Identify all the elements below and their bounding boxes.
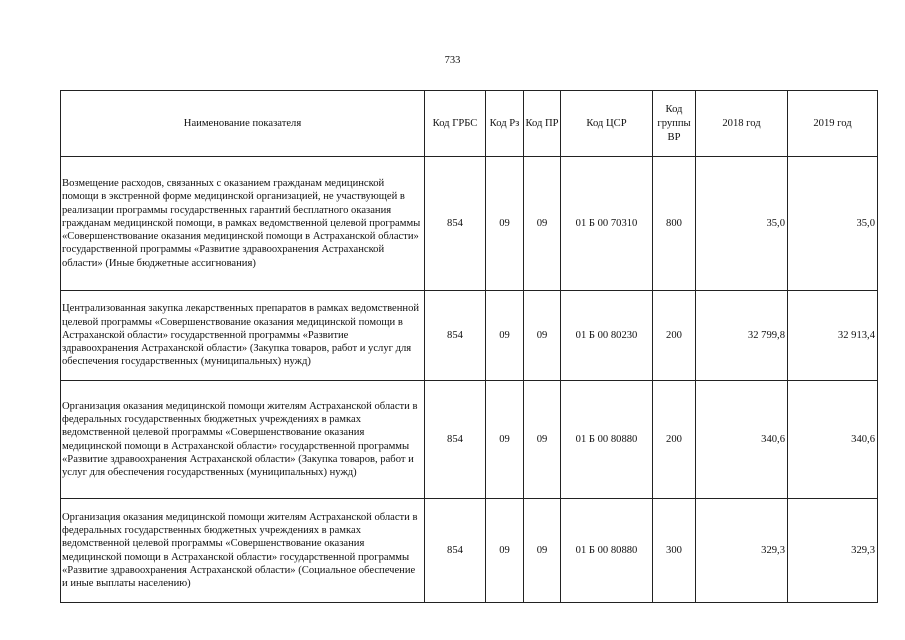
table-row (61, 291, 878, 381)
table-row (61, 499, 878, 603)
row-rz: 09 (486, 291, 524, 381)
header-name: Наименование показателя (61, 91, 425, 157)
table-header-row (61, 91, 878, 157)
row-name: Централизованная закупка лекарственных препаратов в рамках ведомственной целевой программы «Совершенствование оказания медицинской помощи в Астраханской области» государственной программы «Развитие здравоохранения Астраханской области» (Закупка товаров, работ и услуг для обеспечения государственных (муниципальных) нужд) (61, 291, 425, 381)
page-number: 733 (444, 55, 461, 66)
row-2018: 340,6 (696, 381, 788, 499)
budget-table (60, 90, 878, 603)
row-csr: 01 Б 00 70310 (561, 157, 653, 291)
row-2019: 340,6 (788, 381, 878, 499)
header-csr: Код ЦСР (561, 91, 653, 157)
row-grbs: 854 (425, 499, 486, 603)
row-pr: 09 (524, 381, 561, 499)
row-pr: 09 (524, 499, 561, 603)
row-csr: 01 Б 00 80880 (561, 499, 653, 603)
row-grbs: 854 (425, 381, 486, 499)
table-row (61, 157, 878, 291)
header-grbs: Код ГРБС (425, 91, 486, 157)
header-2018: 2018 год (696, 91, 788, 157)
row-csr: 01 Б 00 80230 (561, 291, 653, 381)
header-rz: Код Рз (486, 91, 524, 157)
row-name: Возмещение расходов, связанных с оказанием гражданам медицинской помощи в экстренной форме медицинской организацией, не участвующей в реализации программы государственных гарантий бесплатного оказания гражданам медицинской помощи, в рамках ведомственной целевой программы «Совершенствование оказания медицинской помощи в Астраханской области» государственной программы «Развитие здравоохранения Астраханской области» (Иные бюджетные ассигнования) (61, 157, 425, 291)
row-2019: 329,3 (788, 499, 878, 603)
row-grbs: 854 (425, 291, 486, 381)
table-row (61, 381, 878, 499)
row-grbs: 854 (425, 157, 486, 291)
row-pr: 09 (524, 291, 561, 381)
row-name: Организация оказания медицинской помощи жителям Астраханской области в федеральных государственных бюджетных учреждениях в рамках ведомственной целевой программы «Совершенствование оказания медицинской помощи в Астраханской области» государственной программы «Развитие здравоохранения Астраханской области» (Закупка товаров, работ и услуг для обеспечения государственных (муниципальных) нужд) (61, 381, 425, 499)
row-rz: 09 (486, 499, 524, 603)
row-vr: 200 (653, 381, 696, 499)
row-csr: 01 Б 00 80880 (561, 381, 653, 499)
row-2018: 35,0 (696, 157, 788, 291)
row-2018: 329,3 (696, 499, 788, 603)
row-name: Организация оказания медицинской помощи жителям Астраханской области в федеральных государственных бюджетных учреждениях в рамках ведомственной целевой программы «Совершенствование оказания медицинской помощи в Астраханской области» государственной программы «Развитие здравоохранения Астраханской области» (Социальное обеспечение и иные выплаты населению) (61, 499, 425, 603)
row-2019: 32 913,4 (788, 291, 878, 381)
row-vr: 800 (653, 157, 696, 291)
header-2019: 2019 год (788, 91, 878, 157)
row-vr: 200 (653, 291, 696, 381)
row-pr: 09 (524, 157, 561, 291)
header-vr: Код группы ВР (653, 91, 696, 157)
header-pr: Код ПР (524, 91, 561, 157)
row-vr: 300 (653, 499, 696, 603)
row-2019: 35,0 (788, 157, 878, 291)
row-rz: 09 (486, 381, 524, 499)
row-rz: 09 (486, 157, 524, 291)
row-2018: 32 799,8 (696, 291, 788, 381)
